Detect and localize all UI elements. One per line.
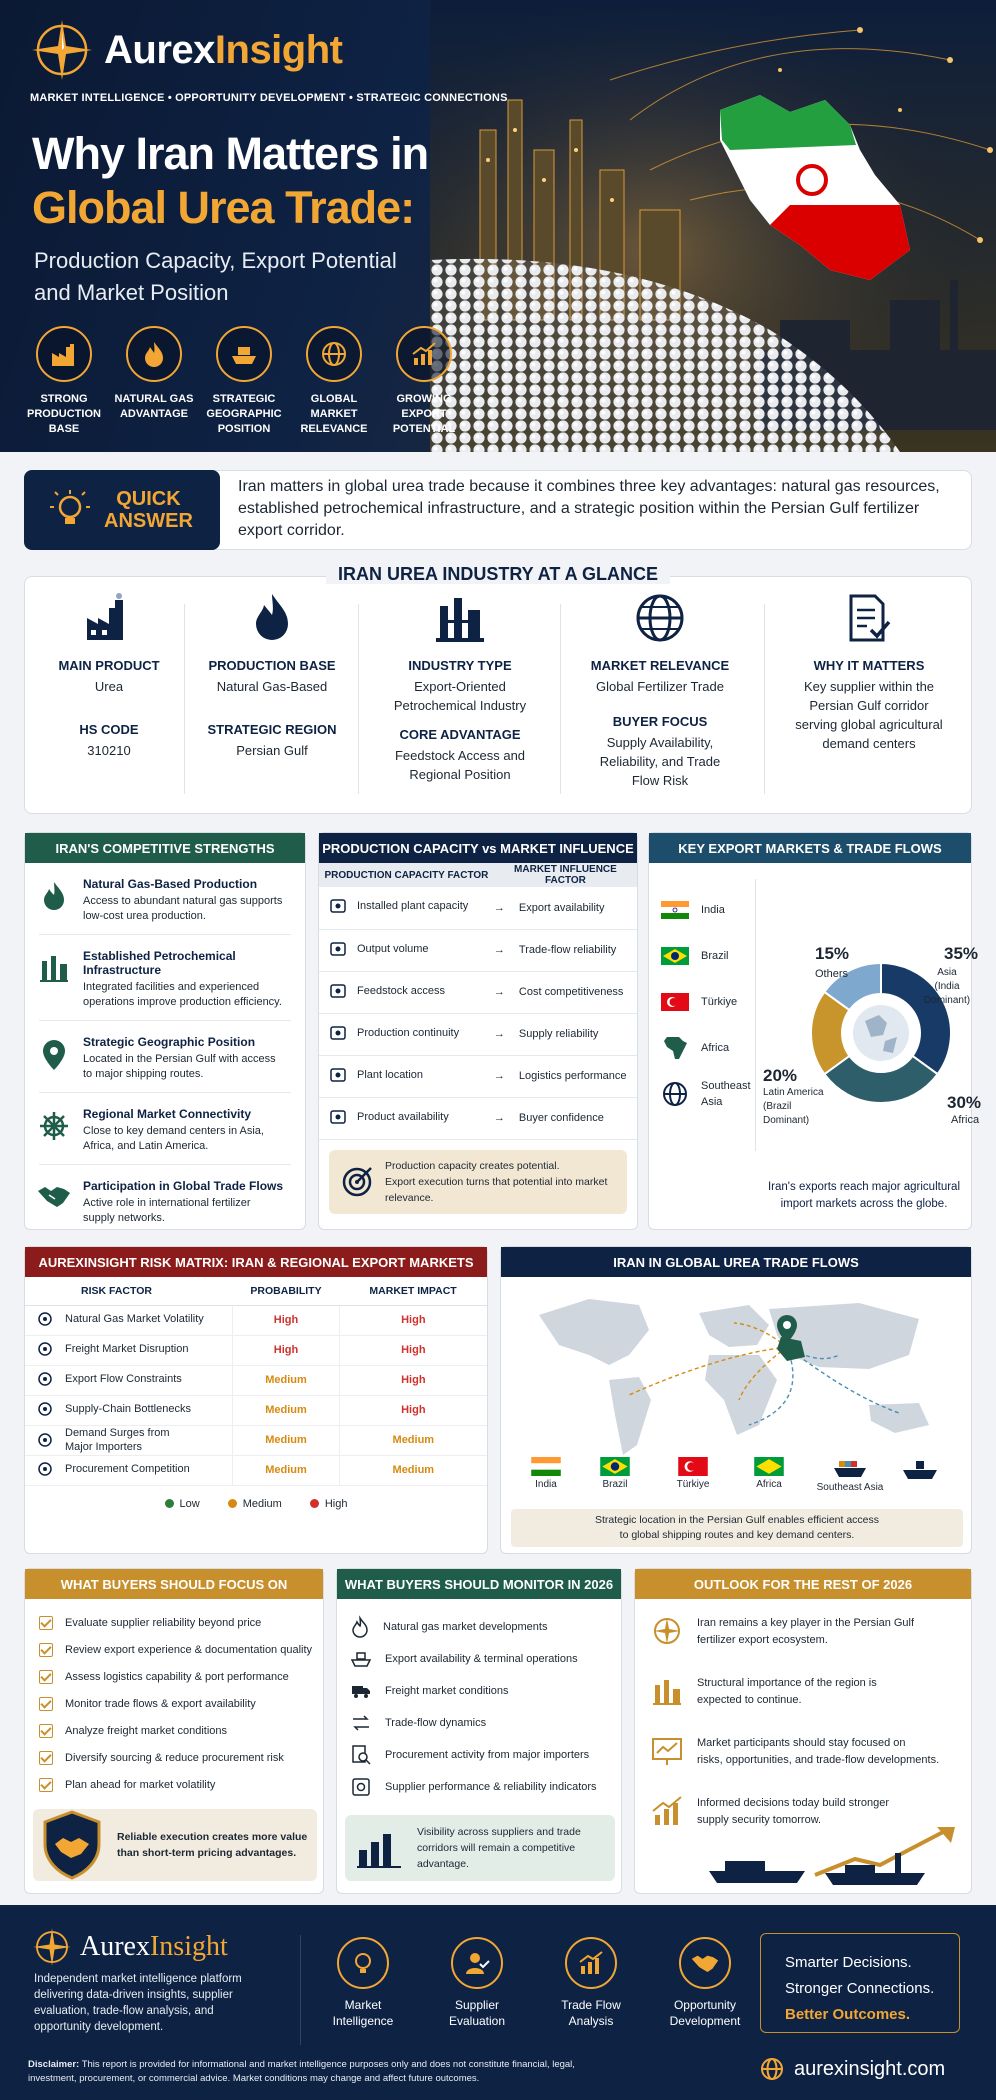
- divider: [560, 604, 561, 794]
- document-check-icon: [843, 592, 895, 644]
- refinery-icon: [651, 1675, 683, 1707]
- checkbox-icon: [39, 1616, 53, 1630]
- svg-text:Dominant): Dominant): [923, 995, 971, 1006]
- risk-factor-icon: [37, 1432, 53, 1448]
- pie-label-asia: Asia: [937, 967, 957, 978]
- trade-flow-destinations: [515, 1457, 945, 1493]
- checkbox-icon: [39, 1724, 53, 1738]
- globe-icon: [661, 1080, 689, 1108]
- risk-factor-icon: [37, 1341, 53, 1357]
- pie-label-africa-pct: 30%: [947, 1093, 982, 1112]
- divider: [358, 604, 359, 794]
- glance-industry-type: INDUSTRY TYPE Export-Oriented Petrochemical Industry CORE ADVANTAGE Feedstock Access and Regional Position: [370, 590, 550, 804]
- risk-row: Supply-Chain Bottlenecks Medium High: [25, 1395, 487, 1425]
- monitor-item: Freight market conditions: [337, 1675, 621, 1707]
- outlook-item: Market participants should stay focused on risks, opportunities, and trade-flow developments.: [635, 1735, 971, 1769]
- strengths-title: IRAN'S COMPETITIVE STRENGTHS: [25, 833, 305, 863]
- outlook-title: OUTLOOK FOR THE REST OF 2026: [635, 1569, 971, 1599]
- risk-row: Natural Gas Market Volatility High High: [25, 1305, 487, 1335]
- pie-label-others-pct: 15%: [815, 944, 850, 963]
- strength-item: Participation in Global Trade Flows Active role in international fertilizer supply networks.: [25, 1179, 305, 1226]
- markets-title: KEY EXPORT MARKETS & TRADE FLOWS: [649, 833, 971, 863]
- glance-title: IRAN UREA INDUSTRY AT A GLANCE: [24, 564, 972, 585]
- gas-tank-icon: [329, 982, 347, 1000]
- search-document-icon: [351, 1745, 371, 1765]
- brand-name: AurexInsight: [104, 27, 343, 72]
- refinery-icon: [39, 953, 69, 983]
- flame-icon: [41, 881, 67, 911]
- strength-item: Established Petrochemical Infrastructure Integrated facilities and experienced operations improve production efficiency.: [25, 949, 305, 1010]
- handshake-icon: [37, 1183, 71, 1209]
- risk-factor-icon: [37, 1311, 53, 1327]
- destination-southeast-asia: Southeast Asia: [805, 1457, 895, 1493]
- monitor-list: [337, 1611, 621, 1803]
- market-southeast-asia: Southeast Asia: [661, 1071, 753, 1117]
- india-flag-icon: [531, 1457, 561, 1476]
- ship-wheel-icon: [39, 1111, 69, 1141]
- brazil-flag-icon: [600, 1457, 630, 1476]
- pie-label-latam: 20% Latin America (Brazil Dominant): [763, 1066, 824, 1126]
- checkbox-icon: [39, 1643, 53, 1657]
- monitor-item: Export availability & terminal operations: [337, 1643, 621, 1675]
- focus-note: Reliable execution creates more value than short-term pricing advantages.: [33, 1809, 317, 1881]
- ship-icon: [351, 1650, 371, 1668]
- bar-chart-icon: [357, 1828, 401, 1868]
- capacity-row: Feedstock access → Cost competitiveness: [319, 971, 637, 1013]
- turkiye-flag-icon: [678, 1457, 708, 1476]
- ship-icon: [902, 1457, 938, 1481]
- pie-label-asia-pct: 35%: [944, 944, 979, 963]
- checkbox-icon: [39, 1697, 53, 1711]
- focus-item: Analyze freight market conditions: [25, 1717, 323, 1744]
- factory-icon: [83, 592, 135, 644]
- footer-disclaimer: Disclaimer: This report is provided for informational and market intelligence purposes only and does not constitute financial, legal, investment, procurement, or commercial advice. Market conditions may change and affect future outcomes.: [28, 2059, 575, 2084]
- monitor-item: Supplier performance & reliability indicators: [337, 1771, 621, 1803]
- service-trade-flow-analysis: Trade Flow Analysis: [534, 1937, 648, 2029]
- strengths-card: [24, 832, 306, 1230]
- monitor-card: [336, 1568, 622, 1894]
- refinery-icon: [434, 592, 486, 644]
- globe-icon: [634, 592, 686, 644]
- destination-turkiye: Türkiye: [653, 1457, 733, 1493]
- handshake-icon: [691, 1952, 719, 1974]
- footer-website-link[interactable]: aurexinsight.com: [760, 2057, 945, 2081]
- compass-logo-icon: [30, 18, 94, 82]
- capacity-note: Production capacity creates potential. Export execution turns that potential into market relevance.: [329, 1150, 627, 1214]
- glance-production-base: PRODUCTION BASE Natural Gas-Based STRATEGIC REGION Persian Gulf: [198, 590, 346, 804]
- globe-icon: [319, 339, 349, 369]
- quick-answer-text: Iran matters in global urea trade because it combines three key advantages: natural gas resources, established petrochemical infrastructure, and a strategic position within the Persian Gulf fertilizer export corridor.: [238, 478, 940, 539]
- highlight-market-relevance: GLOBAL MARKET RELEVANCE: [294, 326, 374, 437]
- compass-icon: [651, 1615, 683, 1647]
- risk-factor-icon: [37, 1461, 53, 1477]
- monitor-title: WHAT BUYERS SHOULD MONITOR IN 2026: [337, 1569, 621, 1599]
- focus-title: WHAT BUYERS SHOULD FOCUS ON: [25, 1569, 323, 1599]
- service-opportunity-development: Opportunity Development: [648, 1937, 762, 2029]
- analytics-board-icon: [651, 1735, 683, 1767]
- capacity-title: PRODUCTION CAPACITY vs MARKET INFLUENCE: [319, 833, 637, 863]
- focus-item: Monitor trade flows & export availability: [25, 1690, 323, 1717]
- focus-card: [24, 1568, 324, 1894]
- shield-handshake-icon: [41, 1810, 103, 1880]
- globe-center-icon: [853, 1005, 909, 1061]
- market-india: India: [661, 887, 753, 933]
- trade-flows-caption: Strategic location in the Persian Gulf enables efficient access to global shipping routes and key demand centers.: [511, 1509, 963, 1547]
- location-pin-icon: [329, 1066, 347, 1084]
- ship-decoration: [895, 1457, 945, 1493]
- page-title-line1: Why Iran Matters in: [32, 128, 429, 179]
- outlook-item: Informed decisions today build stronger supply security tomorrow.: [635, 1795, 971, 1829]
- turkiye-flag-icon: [661, 993, 689, 1011]
- outlook-card: [634, 1568, 972, 1894]
- location-pin-icon: [41, 1039, 67, 1071]
- hero-illustration: [430, 0, 996, 452]
- footer-logo: AurexInsight: [32, 1927, 228, 1967]
- growth-chart-icon: [409, 339, 439, 369]
- checkbox-icon: [39, 1778, 53, 1792]
- capacity-row: Installed plant capacity → Export availability: [319, 887, 637, 929]
- risk-factor-icon: [37, 1401, 53, 1417]
- market-turkiye: Türkiye: [661, 979, 753, 1025]
- growth-chart-icon: [651, 1795, 683, 1827]
- outlook-item: Structural importance of the region is expected to continue.: [635, 1675, 971, 1709]
- outlook-item: Iran remains a key player in the Persian Gulf fertilizer export ecosystem.: [635, 1615, 971, 1649]
- service-market-intelligence: Market Intelligence: [306, 1937, 420, 2029]
- footer-slogan: Smarter Decisions. Stronger Connections. Better Outcomes.: [760, 1933, 960, 2033]
- brazil-flag-icon: [661, 947, 689, 965]
- service-supplier-evaluation: Supplier Evaluation: [420, 1937, 534, 2029]
- strength-item: Strategic Geographic Position Located in the Persian Gulf with access to major shipping routes.: [25, 1035, 305, 1082]
- page-subtitle-line2: and Market Position: [34, 280, 229, 305]
- factory-icon: [49, 339, 79, 369]
- india-flag-icon: [661, 901, 689, 919]
- focus-item: Diversify sourcing & reduce procurement risk: [25, 1744, 323, 1771]
- lightbulb-icon: [350, 1950, 376, 1976]
- quick-answer-badge: [24, 470, 220, 550]
- brand-logo: [30, 18, 342, 82]
- highlight-export-potential: GROWING EXPORT POTENTIAL: [384, 326, 464, 437]
- trade-flows-title: IRAN IN GLOBAL UREA TRADE FLOWS: [501, 1247, 971, 1277]
- risk-row: Freight Market Disruption High High: [25, 1335, 487, 1365]
- highlight-natural-gas: NATURAL GAS ADVANTAGE: [114, 326, 194, 437]
- cargo-ship-icon: [833, 1457, 867, 1479]
- risk-row: Demand Surges from Major Importers Medium Medium: [25, 1425, 487, 1455]
- cycle-icon: [329, 1024, 347, 1042]
- brand-tagline: MARKET INTELLIGENCE • OPPORTUNITY DEVELOPMENT • STRATEGIC CONNECTIONS: [30, 92, 508, 104]
- flow-arrows-icon: [351, 1714, 371, 1732]
- monitor-item: Natural gas market developments: [337, 1611, 621, 1643]
- capacity-row: Plant location → Logistics performance: [319, 1055, 637, 1097]
- gear-check-icon: [351, 1777, 371, 1797]
- market-africa: Africa: [661, 1025, 753, 1071]
- risk-title: AUREXINSIGHT RISK MATRIX: IRAN & REGIONAL EXPORT MARKETS: [25, 1247, 487, 1277]
- risk-table: RISK FACTOR PROBABILITY MARKET IMPACT Natural Gas Market Volatility High High Freight Market Disruption High High Export Flow Constraints Medium High Supply-Chain Bottlenecks Medium High Demand Surges from Major Importers Medium Medium Procurement Competition Medium Medium: [25, 1277, 487, 1486]
- capacity-row: Output volume → Trade-flow reliability: [319, 929, 637, 971]
- destination-africa: Africa: [733, 1457, 805, 1493]
- hero-banner: [0, 0, 996, 452]
- africa-map-icon: [661, 1035, 689, 1061]
- glance-market-relevance: MARKET RELEVANCE Global Fertilizer Trade BUYER FOCUS Supply Availability, Reliability, and Trade Flow Risk: [570, 590, 750, 804]
- pie-label-africa: Africa: [951, 1114, 980, 1126]
- footer-description: Independent market intelligence platform delivering data-driven insights, supplier evaluation, trade-flow analysis, and opportunity development.: [34, 1973, 242, 2033]
- focus-item: Evaluate supplier reliability beyond price: [25, 1609, 323, 1636]
- flame-icon: [250, 592, 294, 644]
- africa-flag-icon: [754, 1457, 784, 1476]
- highlight-production-base: STRONG PRODUCTION BASE: [24, 326, 104, 437]
- highlight-geographic-position: STRATEGIC GEOGRAPHIC POSITION: [204, 326, 284, 437]
- flame-icon: [139, 339, 169, 369]
- markets-card: [648, 832, 982, 1230]
- lightbulb-icon: [48, 488, 92, 532]
- destination-brazil: Brazil: [577, 1457, 653, 1493]
- svg-text:(India: (India: [934, 981, 960, 992]
- checkbox-icon: [39, 1670, 53, 1684]
- risk-row: Procurement Competition Medium Medium: [25, 1455, 487, 1485]
- ship-icon: [229, 339, 259, 369]
- barrel-icon: [329, 940, 347, 958]
- gauge-icon: [329, 897, 347, 915]
- focus-list: [25, 1609, 323, 1798]
- monitor-item: Procurement activity from major importers: [337, 1739, 621, 1771]
- capacity-table: PRODUCTION CAPACITY FACTOR MARKET INFLUENCE FACTOR Installed plant capacity → Export availability Output volume → Trade-flow reliability Feedstock access → Cost competitiveness Production continuity → Supply reliability Plant location → Logistics performance Product availability → Buyer confidence: [319, 863, 637, 1140]
- hero-highlights: [24, 326, 464, 437]
- divider: [184, 604, 185, 794]
- capacity-card: [318, 832, 638, 1230]
- markets-list: [661, 887, 753, 1117]
- capacity-row: Production continuity → Supply reliability: [319, 1013, 637, 1055]
- target-icon: [341, 1166, 373, 1198]
- strength-item: Natural Gas-Based Production Access to abundant natural gas supports low-cost urea production.: [25, 877, 305, 924]
- page-subtitle-line1: Production Capacity, Export Potential: [34, 248, 397, 273]
- truck-icon: [351, 1682, 371, 1700]
- divider: [764, 604, 765, 794]
- markets-caption: Iran's exports reach major agricultural import markets across the globe.: [767, 1181, 961, 1210]
- ships-growth-illustration: [705, 1825, 965, 1889]
- growth-chart-icon: [578, 1950, 604, 1976]
- risk-matrix-card: [24, 1246, 488, 1554]
- flame-icon: [351, 1617, 369, 1637]
- footer-services: [306, 1937, 762, 2029]
- glance-why-it-matters: WHY IT MATTERS Key supplier within the Persian Gulf corridor serving global agricultural demand centers: [774, 590, 964, 804]
- footer: [0, 1905, 996, 2100]
- pie-label-others: Others: [815, 968, 849, 980]
- page-title-line2: Global Urea Trade:: [32, 182, 415, 233]
- glance-main-product: MAIN PRODUCT Urea HS CODE 310210: [34, 590, 184, 804]
- focus-item: Assess logistics capability & port performance: [25, 1663, 323, 1690]
- capacity-row: Product availability → Buyer confidence: [319, 1097, 637, 1139]
- market-brazil: Brazil: [661, 933, 753, 979]
- quick-answer-title: QUICK ANSWER: [104, 488, 193, 532]
- focus-item: Review export experience & documentation quality: [25, 1636, 323, 1663]
- checkbox-icon: [39, 1751, 53, 1765]
- destination-india: India: [515, 1457, 577, 1493]
- user-check-icon: [464, 1950, 490, 1976]
- risk-row: Export Flow Constraints Medium High: [25, 1365, 487, 1395]
- risk-legend: Low Medium High: [25, 1498, 487, 1510]
- box-icon: [329, 1108, 347, 1126]
- focus-item: Plan ahead for market volatility: [25, 1771, 323, 1798]
- monitor-item: Trade-flow dynamics: [337, 1707, 621, 1739]
- world-trade-map: [519, 1285, 955, 1465]
- trade-flows-card: [500, 1246, 972, 1554]
- monitor-note: Visibility across suppliers and trade corridors will remain a competitive advantage.: [345, 1815, 615, 1881]
- strength-item: Regional Market Connectivity Close to key demand centers in Asia, Africa, and Latin America.: [25, 1107, 305, 1154]
- risk-factor-icon: [37, 1371, 53, 1387]
- globe-icon: [760, 2057, 784, 2081]
- compass-logo-icon: [32, 1927, 72, 1967]
